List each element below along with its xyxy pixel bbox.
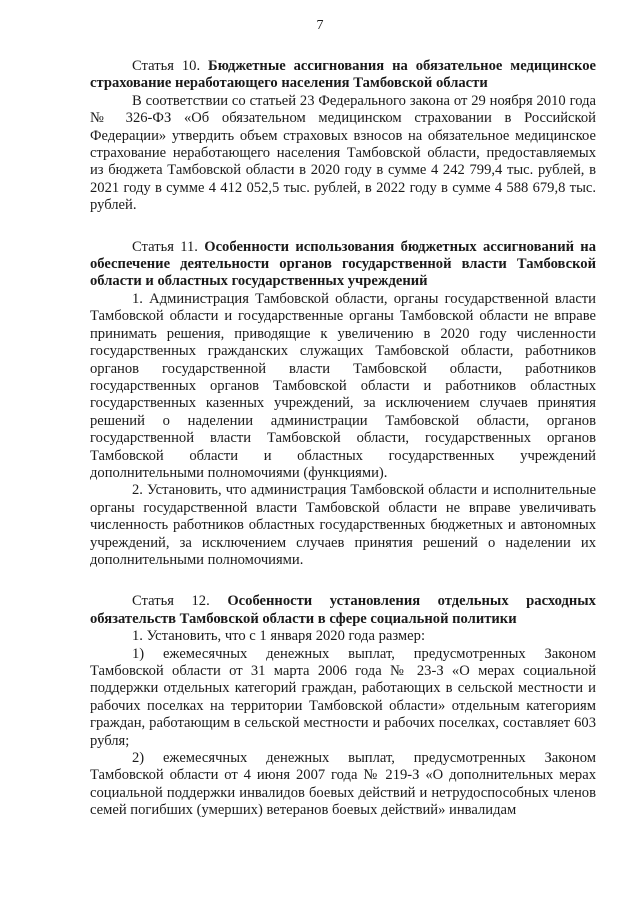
paragraph: 1. Установить, что с 1 января 2020 года размер: — [132, 628, 425, 645]
article-prefix: Статья 12. — [132, 593, 210, 610]
article-title: Бюджетные ассигнования на обязательное медицинское страхование неработающего населения Тамбовской области — [90, 58, 596, 92]
paragraph: 1) ежемесячных денежных выплат, предусмотренных Законом Тамбовской области от 31 марта 2006 года № 23-З «О мерах социальной поддержки отдельных категорий граждан, работающих в сельской местности и рабочих поселках на территории Тамбовской области» отдельным категориям граждан, работающим в сельской местности и рабочих поселках, составляет 603 рубля; — [90, 645, 596, 749]
paragraph: 1. Администрация Тамбовской области, органы государственной власти Тамбовской области и государственные органы Тамбовской области не вправе принимать решения, приводящие к увеличению в 2020 году численности государственных гражданских служащих Тамбовской области, работников органов государственной власти Тамбовской области, работников государственных органов Тамбовской области и работников областных государственных казенных учреждений, за исключением случаев принятия решений о наделении администрации Тамбовской области, органов государственной власти Тамбовской области, государственных органов Тамбовской области и областных государственных учреждений дополнительными полномочиями (функциями). — [90, 290, 596, 481]
page-number: 7 — [316, 18, 324, 33]
article-prefix: Статья 11. — [132, 238, 198, 255]
article-title: Особенности использования бюджетных ассигнований на обеспечение деятельности органов государственной власти Тамбовской области и областных государственных учреждений — [90, 238, 596, 290]
article-title: Особенности установления отдельных расходных обязательств Тамбовской области в сфере социальной политики — [90, 593, 596, 627]
article-12 — [90, 593, 596, 819]
article-prefix: Статья 10. — [132, 58, 201, 74]
article-heading — [90, 239, 596, 291]
paragraph: 2) ежемесячных денежных выплат, предусмотренных Законом Тамбовской области от 4 июня 2007 года № 219-З «О дополнительных мерах социальной поддержки инвалидов боевых действий и нетрудоспособных членов семей погибших (умерших) ветеранов боевых действий» инвалидам — [90, 750, 596, 819]
article-heading — [90, 593, 596, 628]
paragraph: 2. Установить, что администрация Тамбовской области и исполнительные органы государственной власти Тамбовской области не вправе увеличивать численность работников областных государственных бюджетных и автономных учреждений, за исключением случаев принятия решений о наделении их дополнительными полномочиями. — [90, 482, 596, 568]
article-11 — [90, 239, 596, 570]
document-body — [90, 58, 596, 844]
paragraph: В соответствии со статьей 23 Федерального закона от 29 ноября 2010 года № 326-ФЗ «Об обязательном медицинском страховании в Российской Федерации» утвердить объем страховых взносов на обязательное медицинское страхование неработающего населения Тамбовской области, предоставляемых из бюджета Тамбовской области в 2020 году в сумме 4 242 799,4 тыс. рублей, в 2021 году в сумме 4 412 052,5 тыс. рублей, в 2022 году в сумме 4 588 679,8 тыс. рублей. — [90, 92, 596, 214]
article-heading — [90, 58, 596, 93]
article-10 — [90, 58, 596, 215]
